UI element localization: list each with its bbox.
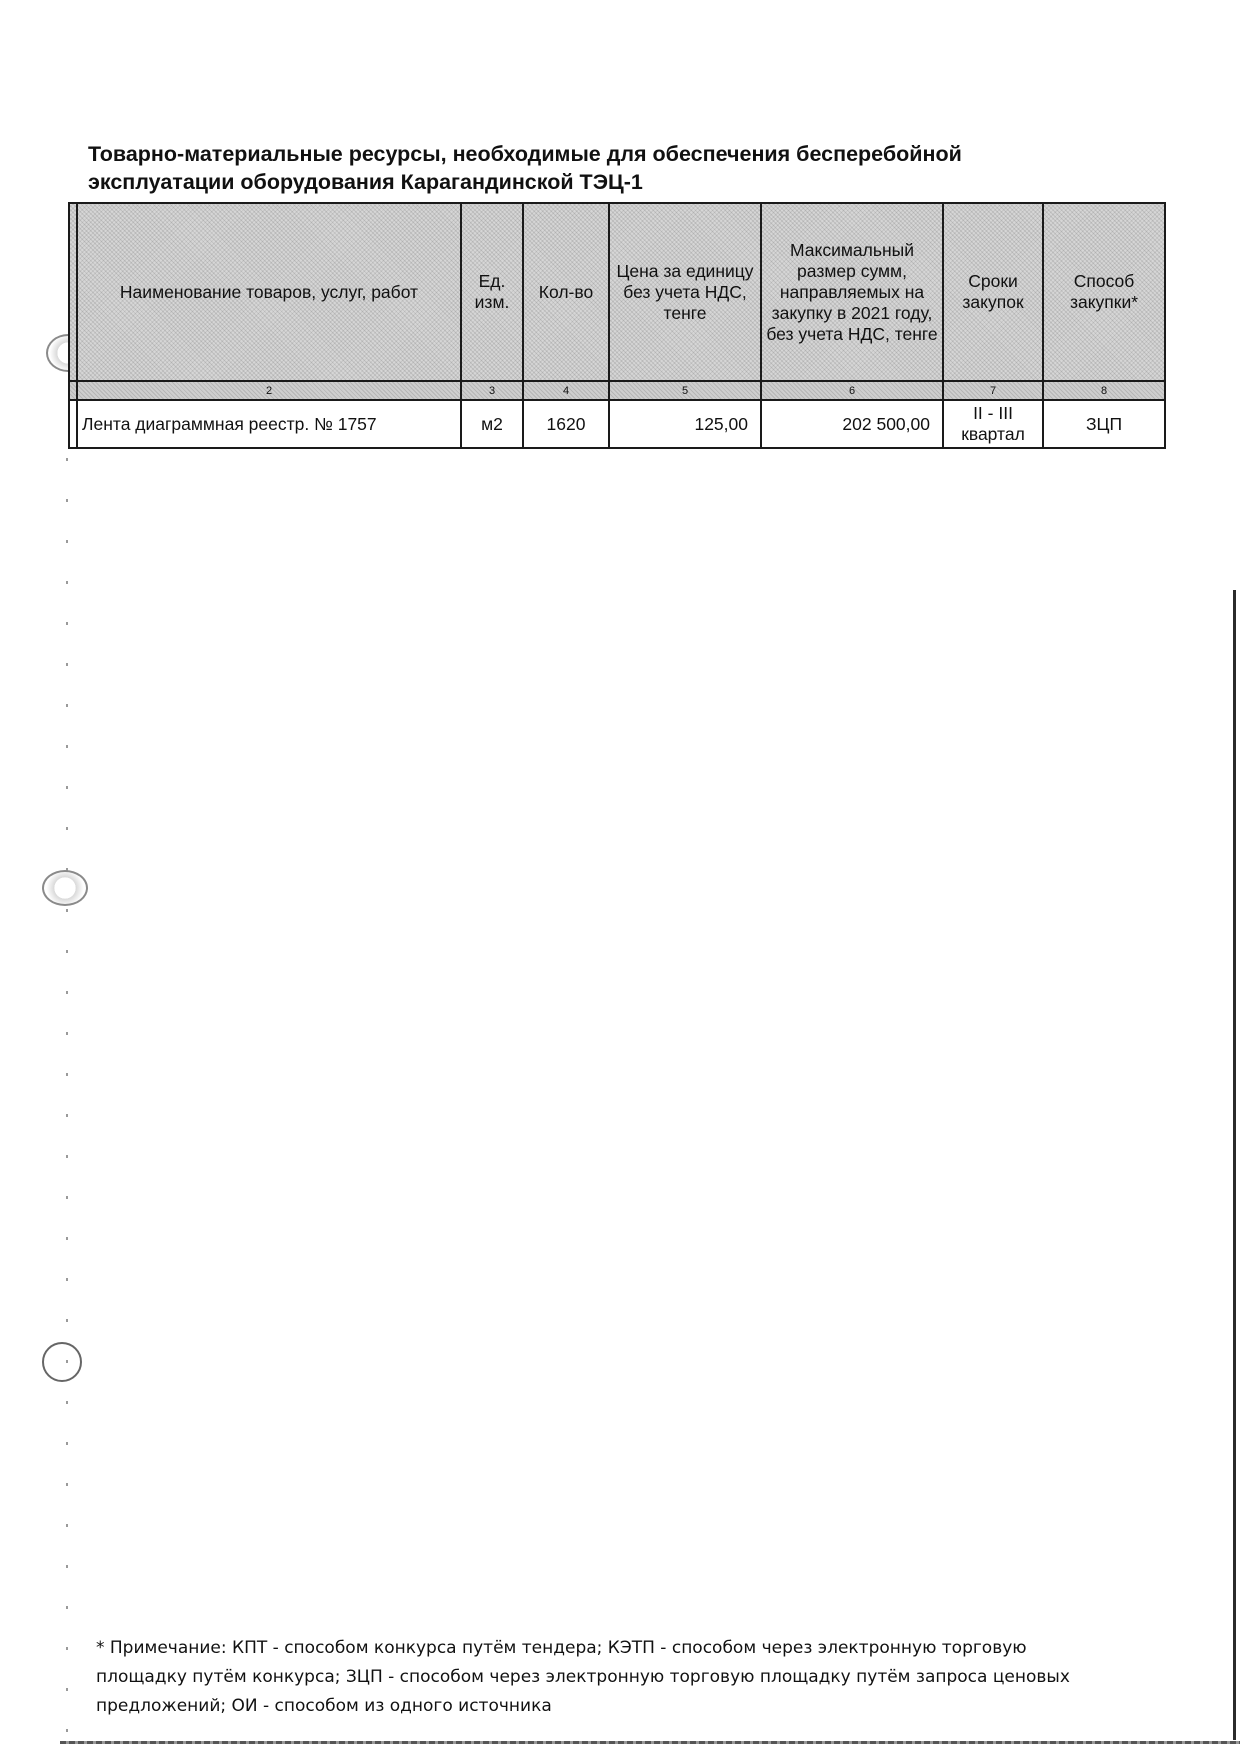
- column-number: 3: [461, 381, 523, 400]
- cell-method: ЗЦП: [1043, 400, 1165, 448]
- header-cut-cell: [69, 203, 77, 381]
- footnote: * Примечание: КПТ - способом конкурса путём тендера; КЭТП - способом через электронную торговую площадку путём конкурса; ЗЦП - способом через электронную торговую площадку путём запроса ценовых предложений; ОИ - способом из одного источника: [96, 1638, 1070, 1716]
- column-number: 2: [77, 381, 461, 400]
- document-title: Товарно-материальные ресурсы, необходимые для обеспечения бесперебойной эксплуатации оборудования Карагандинской ТЭЦ-1: [88, 142, 962, 194]
- column-number: 8: [1043, 381, 1165, 400]
- column-number: 5: [609, 381, 761, 400]
- scan-edge-bottom: [60, 1741, 1240, 1744]
- column-number: 4: [523, 381, 609, 400]
- scan-edge-left: [66, 420, 68, 1740]
- cell-price: 125,00: [609, 400, 761, 448]
- header-name: Наименование товаров, услуг, работ: [77, 203, 461, 381]
- header-max-sum: Максимальный размер сумм, направляемых на закупку в 2021 году, без учета НДС, тенге: [761, 203, 943, 381]
- header-unit: Ед. изм.: [461, 203, 523, 381]
- header-qty: Кол-во: [523, 203, 609, 381]
- column-number-cut: [69, 381, 77, 400]
- cell-max-sum: 202 500,00: [761, 400, 943, 448]
- scan-edge-right: [1233, 590, 1236, 1740]
- column-number-row: [69, 381, 1165, 400]
- punch-hole-icon: [42, 870, 88, 906]
- resources-table: [68, 202, 1166, 449]
- cell-unit: м2: [461, 400, 523, 448]
- cell-qty: 1620: [523, 400, 609, 448]
- row-cut-cell: [69, 400, 77, 448]
- punch-hole-icon: [42, 1342, 82, 1382]
- header-method: Способ закупки*: [1043, 203, 1165, 381]
- cell-name: Лента диаграммная реестр. № 1757: [77, 400, 461, 448]
- table-header-row: [69, 203, 1165, 381]
- cell-period: II - III квартал: [943, 400, 1043, 448]
- table-row: [69, 400, 1165, 448]
- column-number: 6: [761, 381, 943, 400]
- header-price: Цена за единицу без учета НДС, тенге: [609, 203, 761, 381]
- header-period: Сроки закупок: [943, 203, 1043, 381]
- column-number: 7: [943, 381, 1043, 400]
